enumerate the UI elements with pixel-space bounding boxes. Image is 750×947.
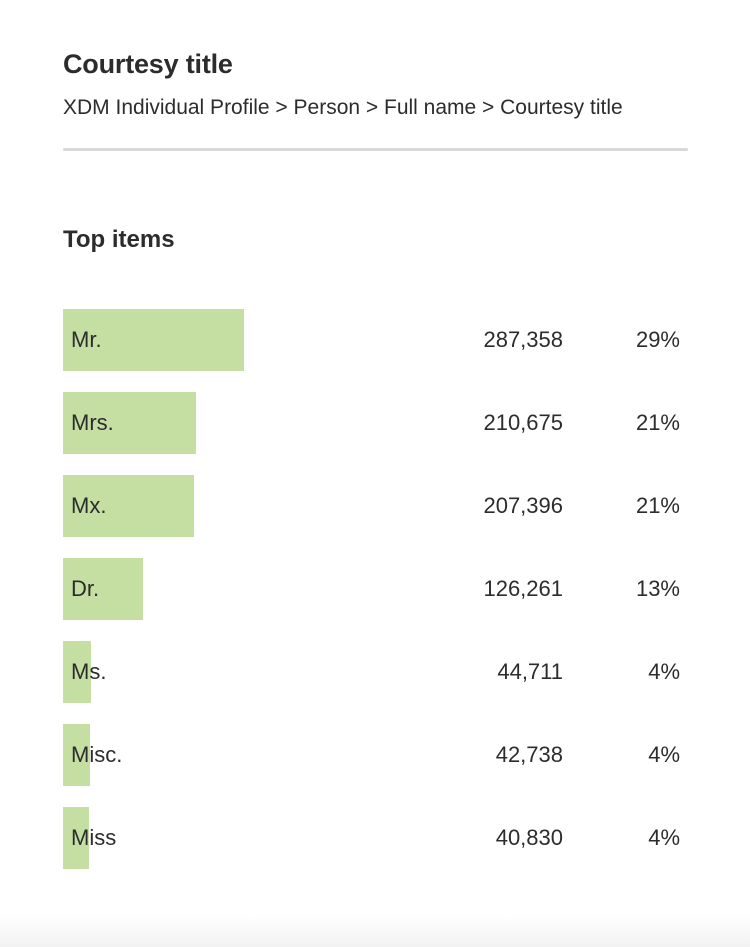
breadcrumb: XDM Individual Profile > Person > Full name > Courtesy title <box>63 96 623 119</box>
top-items-heading: Top items <box>63 226 175 253</box>
divider <box>63 148 688 151</box>
top-item-value: 287,358 <box>483 327 563 352</box>
top-item-row <box>63 558 688 620</box>
top-item-row <box>63 641 688 703</box>
top-item-row <box>63 475 688 537</box>
top-item-value: 126,261 <box>483 576 563 601</box>
top-item-percent: 21% <box>635 410 680 435</box>
top-item-row <box>63 807 688 869</box>
top-item-value: 40,830 <box>495 825 563 850</box>
bottom-fade-band <box>0 915 750 947</box>
top-item-value: 42,738 <box>495 742 563 767</box>
top-item-label: Ms. <box>71 659 107 684</box>
top-item-value: 207,396 <box>483 493 563 518</box>
top-item-label: Mrs. <box>71 410 114 435</box>
top-item-percent: 29% <box>635 327 680 352</box>
top-item-percent: 4% <box>648 742 680 767</box>
top-item-value: 44,711 <box>497 659 563 684</box>
top-item-row <box>63 309 688 371</box>
top-item-label: Misc. <box>71 742 123 767</box>
top-item-label: Mx. <box>71 493 107 518</box>
top-items-list <box>63 309 688 869</box>
top-item-percent: 21% <box>635 493 680 518</box>
top-item-label: Miss <box>71 825 117 850</box>
top-item-label: Dr. <box>71 576 100 601</box>
top-item-percent: 13% <box>635 576 680 601</box>
top-item-percent: 4% <box>648 825 680 850</box>
top-item-row <box>63 724 688 786</box>
top-item-percent: 4% <box>648 659 680 684</box>
top-item-label: Mr. <box>71 327 102 352</box>
top-item-row <box>63 392 688 454</box>
top-item-value: 210,675 <box>483 410 563 435</box>
page-title: Courtesy title <box>63 49 233 79</box>
